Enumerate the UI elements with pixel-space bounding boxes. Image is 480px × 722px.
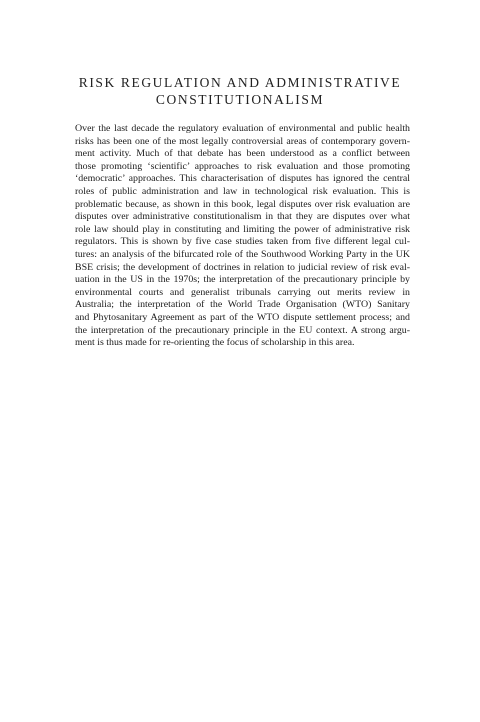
book-abstract	[75, 123, 410, 350]
abstract-line-5: ‘democratic’ approaches. This characterisation of disputes has ignored the central	[75, 173, 410, 185]
abstract-line-14: environmental courts and generalist tribunals carrying out merits review in	[75, 286, 410, 298]
abstract-line-1: Over the last decade the regulatory evaluation of environmental and public health	[75, 123, 410, 134]
abstract-line-7: problematic because, as shown in this book, legal disputes over risk evaluation are	[75, 198, 410, 210]
abstract-line-4: those promoting ‘scientific’ approaches to risk evaluation and those promoting	[75, 160, 410, 172]
book-title-line-1: RISK REGULATION AND ADMINISTRATIVE	[78, 75, 402, 90]
book-title	[60, 74, 420, 108]
abstract-line-10: regulators. This is shown by five case studies taken from five different legal cul-	[75, 236, 410, 248]
abstract-line-13: uation in the US in the 1970s; the interpretation of the precautionary principle by	[75, 274, 410, 286]
abstract-line-15: Australia; the interpretation of the World Trade Organisation (WTO) Sanitary	[75, 299, 410, 311]
abstract-line-3: ment activity. Much of that debate has been understood as a conflict between	[75, 148, 410, 160]
abstract-line-8: disputes over administrative constitutionalism in that they are disputes over what	[75, 211, 410, 223]
abstract-line-18: ment is thus made for re-orienting the focus of scholarship in this area.	[75, 337, 355, 349]
abstract-line-12: BSE crisis; the development of doctrines in relation to judicial review of risk eval-	[75, 261, 410, 273]
abstract-line-9: role law should play in constituting and limiting the power of administrative risk	[75, 223, 410, 235]
abstract-line-2: risks has been one of the most legally controversial areas of contemporary govern-	[75, 135, 410, 147]
book-title-line-2: CONSTITUTIONALISM	[155, 92, 325, 107]
abstract-line-11: tures: an analysis of the bifurcated role of the Southwood Working Party in the UK	[75, 248, 410, 260]
abstract-line-6: roles of public administration and law in technological risk evaluation. This is	[75, 185, 410, 197]
abstract-line-16: and Phytosanitary Agreement as part of the WTO dispute settlement process; and	[75, 311, 410, 323]
abstract-line-17: the interpretation of the precautionary principle in the EU context. A strong argu-	[75, 324, 410, 336]
